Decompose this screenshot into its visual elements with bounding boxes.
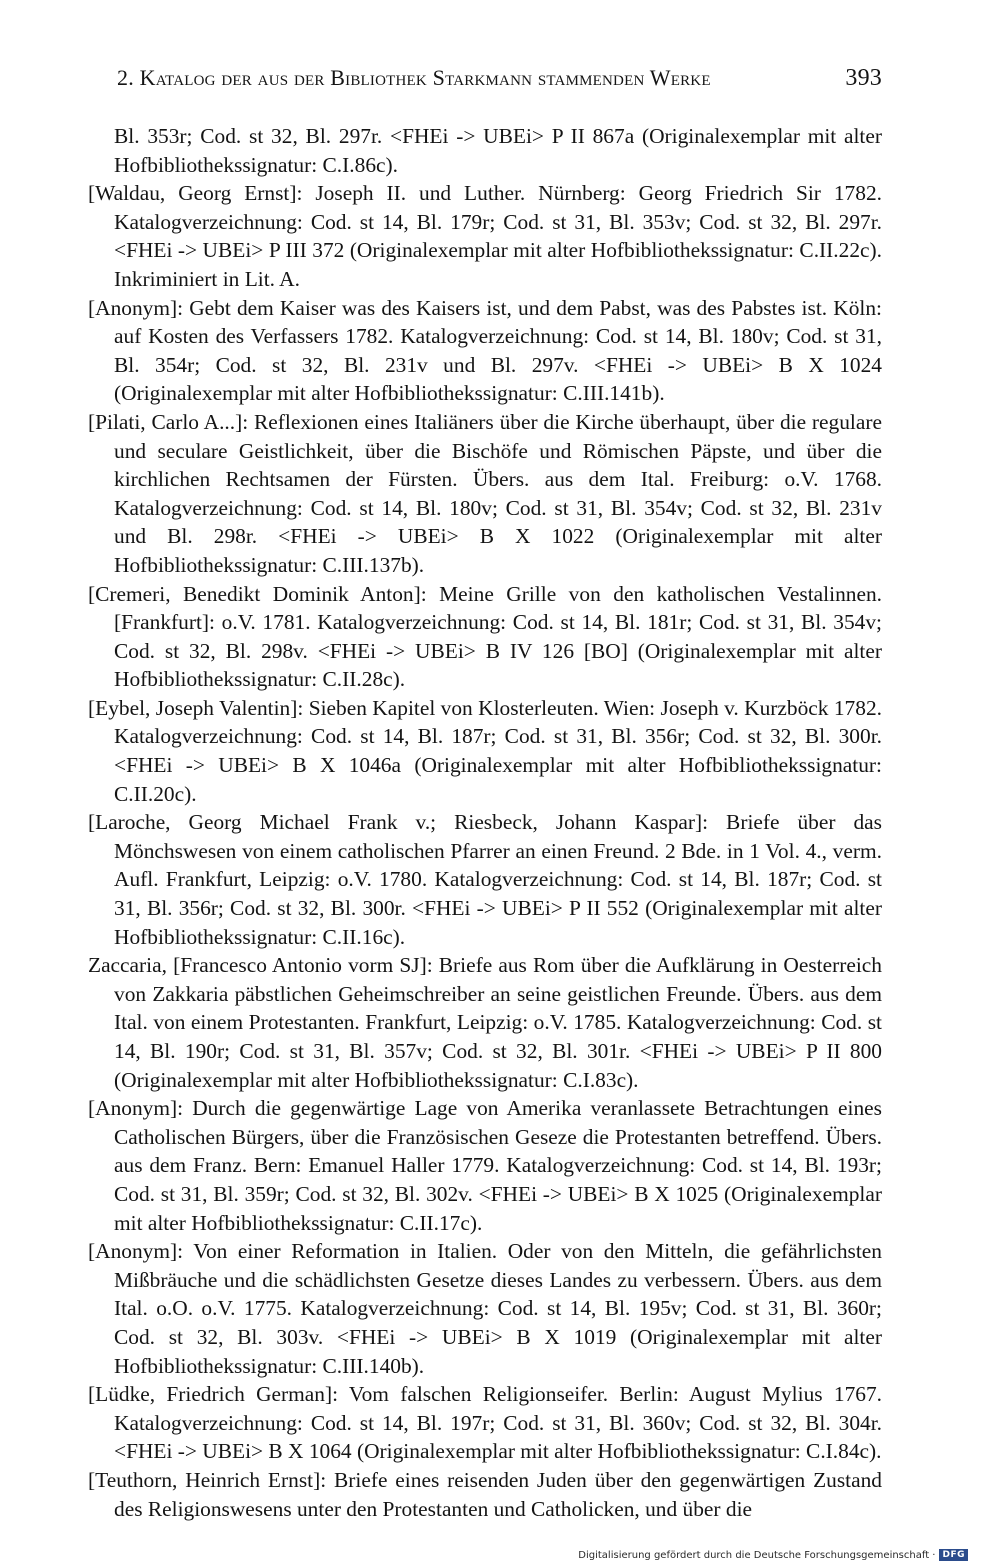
catalog-entry: [Anonym]: Durch die gegenwärtige Lage von Amerika veranlassete Betrachtungen eines Catholischen Bürgers, über die Französischen Geseze die Protestanten betreffend. Übers. aus dem Franz. Bern: Emanuel Haller 1779. Katalogverzeichnung: Cod. st 14, Bl. 193r; Cod. st 31, Bl. 359r; Cod. st 32, Bl. 302v. <FHEi -> UBEi> B X 1025 (Originalexemplar mit alter Hofbibliothekssignatur: C.II.17c). — [88, 1096, 882, 1235]
catalog-entries — [88, 122, 882, 1523]
catalog-entry: [Waldau, Georg Ernst]: Joseph II. und Luther. Nürnberg: Georg Friedrich Sir 1782. Katalogverzeichnung: Cod. st 14, Bl. 179r; Cod. st 31, Bl. 353v; Cod. st 32, Bl. 297r. <FHEi -> UBEi> P III 372 (Originalexemplar mit alter Hofbibliothekssignatur: C.II.22c). Inkriminiert in Lit. A. — [88, 181, 882, 291]
catalog-entry-continued: Bl. 353r; Cod. st 32, Bl. 297r. <FHEi -> UBEi> P II 867a (Originalexemplar mit alter Hofbibliothekssignatur: C.I.86c). — [114, 124, 882, 177]
running-head — [117, 60, 882, 96]
catalog-entry: Zaccaria, [Francesco Antonio vorm SJ]: Briefe aus Rom über die Aufklärung in Oesterreich von Zakkaria päbstlichen Geheimschreiber an seine geistlichen Freunde. Übers. aus dem Ital. von einem Protestanten. Frankfurt, Leipzig: o.V. 1785. Katalogverzeichnung: Cod. st 14, Bl. 190r; Cod. st 31, Bl. 357v; Cod. st 32, Bl. 301r. <FHEi -> UBEi> P II 800 (Originalexemplar mit alter Hofbibliothekssignatur: C.I.83c). — [88, 953, 882, 1092]
catalog-entry: [Eybel, Joseph Valentin]: Sieben Kapitel von Klosterleuten. Wien: Joseph v. Kurzböck 1782. Katalogverzeichnung: Cod. st 14, Bl. 187r; Cod. st 31, Bl. 356r; Cod. st 32, Bl. 300r. <FHEi -> UBEi> B X 1046a (Originalexemplar mit alter Hofbibliothekssignatur: C.II.20c). — [88, 695, 882, 806]
digitization-credit-text: Digitalisierung gefördert durch die Deutsche Forschungsgemeinschaft · — [578, 1549, 936, 1561]
catalog-entry: [Cremeri, Benedikt Dominik Anton]: Meine Grille von den katholischen Vestalinnen. [Frankfurt]: o.V. 1781. Katalogverzeichnung: Cod. st 14, Bl. 181r; Cod. st 31, Bl. 354v; Cod. st 32, Bl. 298v. <FHEi -> UBEi> B IV 126 [BO] (Originalexemplar mit alter Hofbibliothekssignatur: C.II.28c). — [88, 581, 882, 692]
dfg-logo-icon: DFG — [939, 1549, 968, 1561]
catalog-entry: [Anonym]: Von einer Reformation in Italien. Oder von den Mitteln, die gefährlichsten Mißbräuche und die schädlichsten Gesetze dieses Landes zu verbessern. Übers. aus dem Ital. o.O. o.V. 1775. Katalogverzeichnung: Cod. st 14, Bl. 195v; Cod. st 31, Bl. 360r; Cod. st 32, Bl. 303v. <FHEi -> UBEi> B X 1019 (Originalexemplar mit alter Hofbibliothekssignatur: C.III.140b). — [88, 1239, 882, 1378]
catalog-entry: [Teuthorn, Heinrich Ernst]: Briefe eines reisenden Juden über den gegenwärtigen Zustand des Religionswesens unter den Protestanten und Catholicken, und über die — [88, 1467, 882, 1521]
digitization-credit — [578, 1549, 968, 1561]
page-number: 393 — [845, 65, 882, 91]
running-head-title: 2. Katalog der aus der Bibliothek Starkmann stammenden Werke — [117, 65, 711, 90]
catalog-entry: [Laroche, Georg Michael Frank v.; Riesbeck, Johann Kaspar]: Briefe über das Mönchswesen von einem catholischen Pfarrer an einen Freund. 2 Bde. in 1 Vol. 4., verm. Aufl. Frankfurt, Leipzig: o.V. 1780. Katalogverzeichnung: Cod. st 14, Bl. 187r; Cod. st 31, Bl. 356r; Cod. st 32, Bl. 300r. <FHEi -> UBEi> P II 552 (Originalexemplar mit alter Hofbibliothekssignatur: C.II.16c). — [88, 810, 882, 949]
catalog-entry: [Lüdke, Friedrich German]: Vom falschen Religionseifer. Berlin: August Mylius 1767. Katalogverzeichnung: Cod. st 14, Bl. 197r; Cod. st 31, Bl. 360v; Cod. st 32, Bl. 304r. <FHEi -> UBEi> B X 1064 (Originalexemplar mit alter Hofbibliothekssignatur: C.I.84c). — [88, 1382, 882, 1464]
catalog-entry: [Anonym]: Gebt dem Kaiser was des Kaisers ist, und dem Pabst, was des Pabstes ist. Köln: auf Kosten des Verfassers 1782. Katalogverzeichnung: Cod. st 14, Bl. 180v; Cod. st 31, Bl. 354r; Cod. st 32, Bl. 231v und Bl. 297v. <FHEi -> UBEi> B X 1024 (Originalexemplar mit alter Hofbibliothekssignatur: C.III.141b). — [88, 295, 882, 406]
catalog-entry: [Pilati, Carlo A...]: Reflexionen eines Italiäners über die Kirche überhaupt, über die regulare und seculare Geistlichkeit, über die Bischöfe und Römischen Päpste, und über die kirchlichen Rechtsamen der Fürsten. Übers. aus dem Ital. Freiburg: o.V. 1768. Katalogverzeichnung: Cod. st 14, Bl. 180v; Cod. st 31, Bl. 354v; Cod. st 32, Bl. 231v und Bl. 298r. <FHEi -> UBEi> B X 1022 (Originalexemplar mit alter Hofbibliothekssignatur: C.III.137b). — [88, 409, 882, 577]
